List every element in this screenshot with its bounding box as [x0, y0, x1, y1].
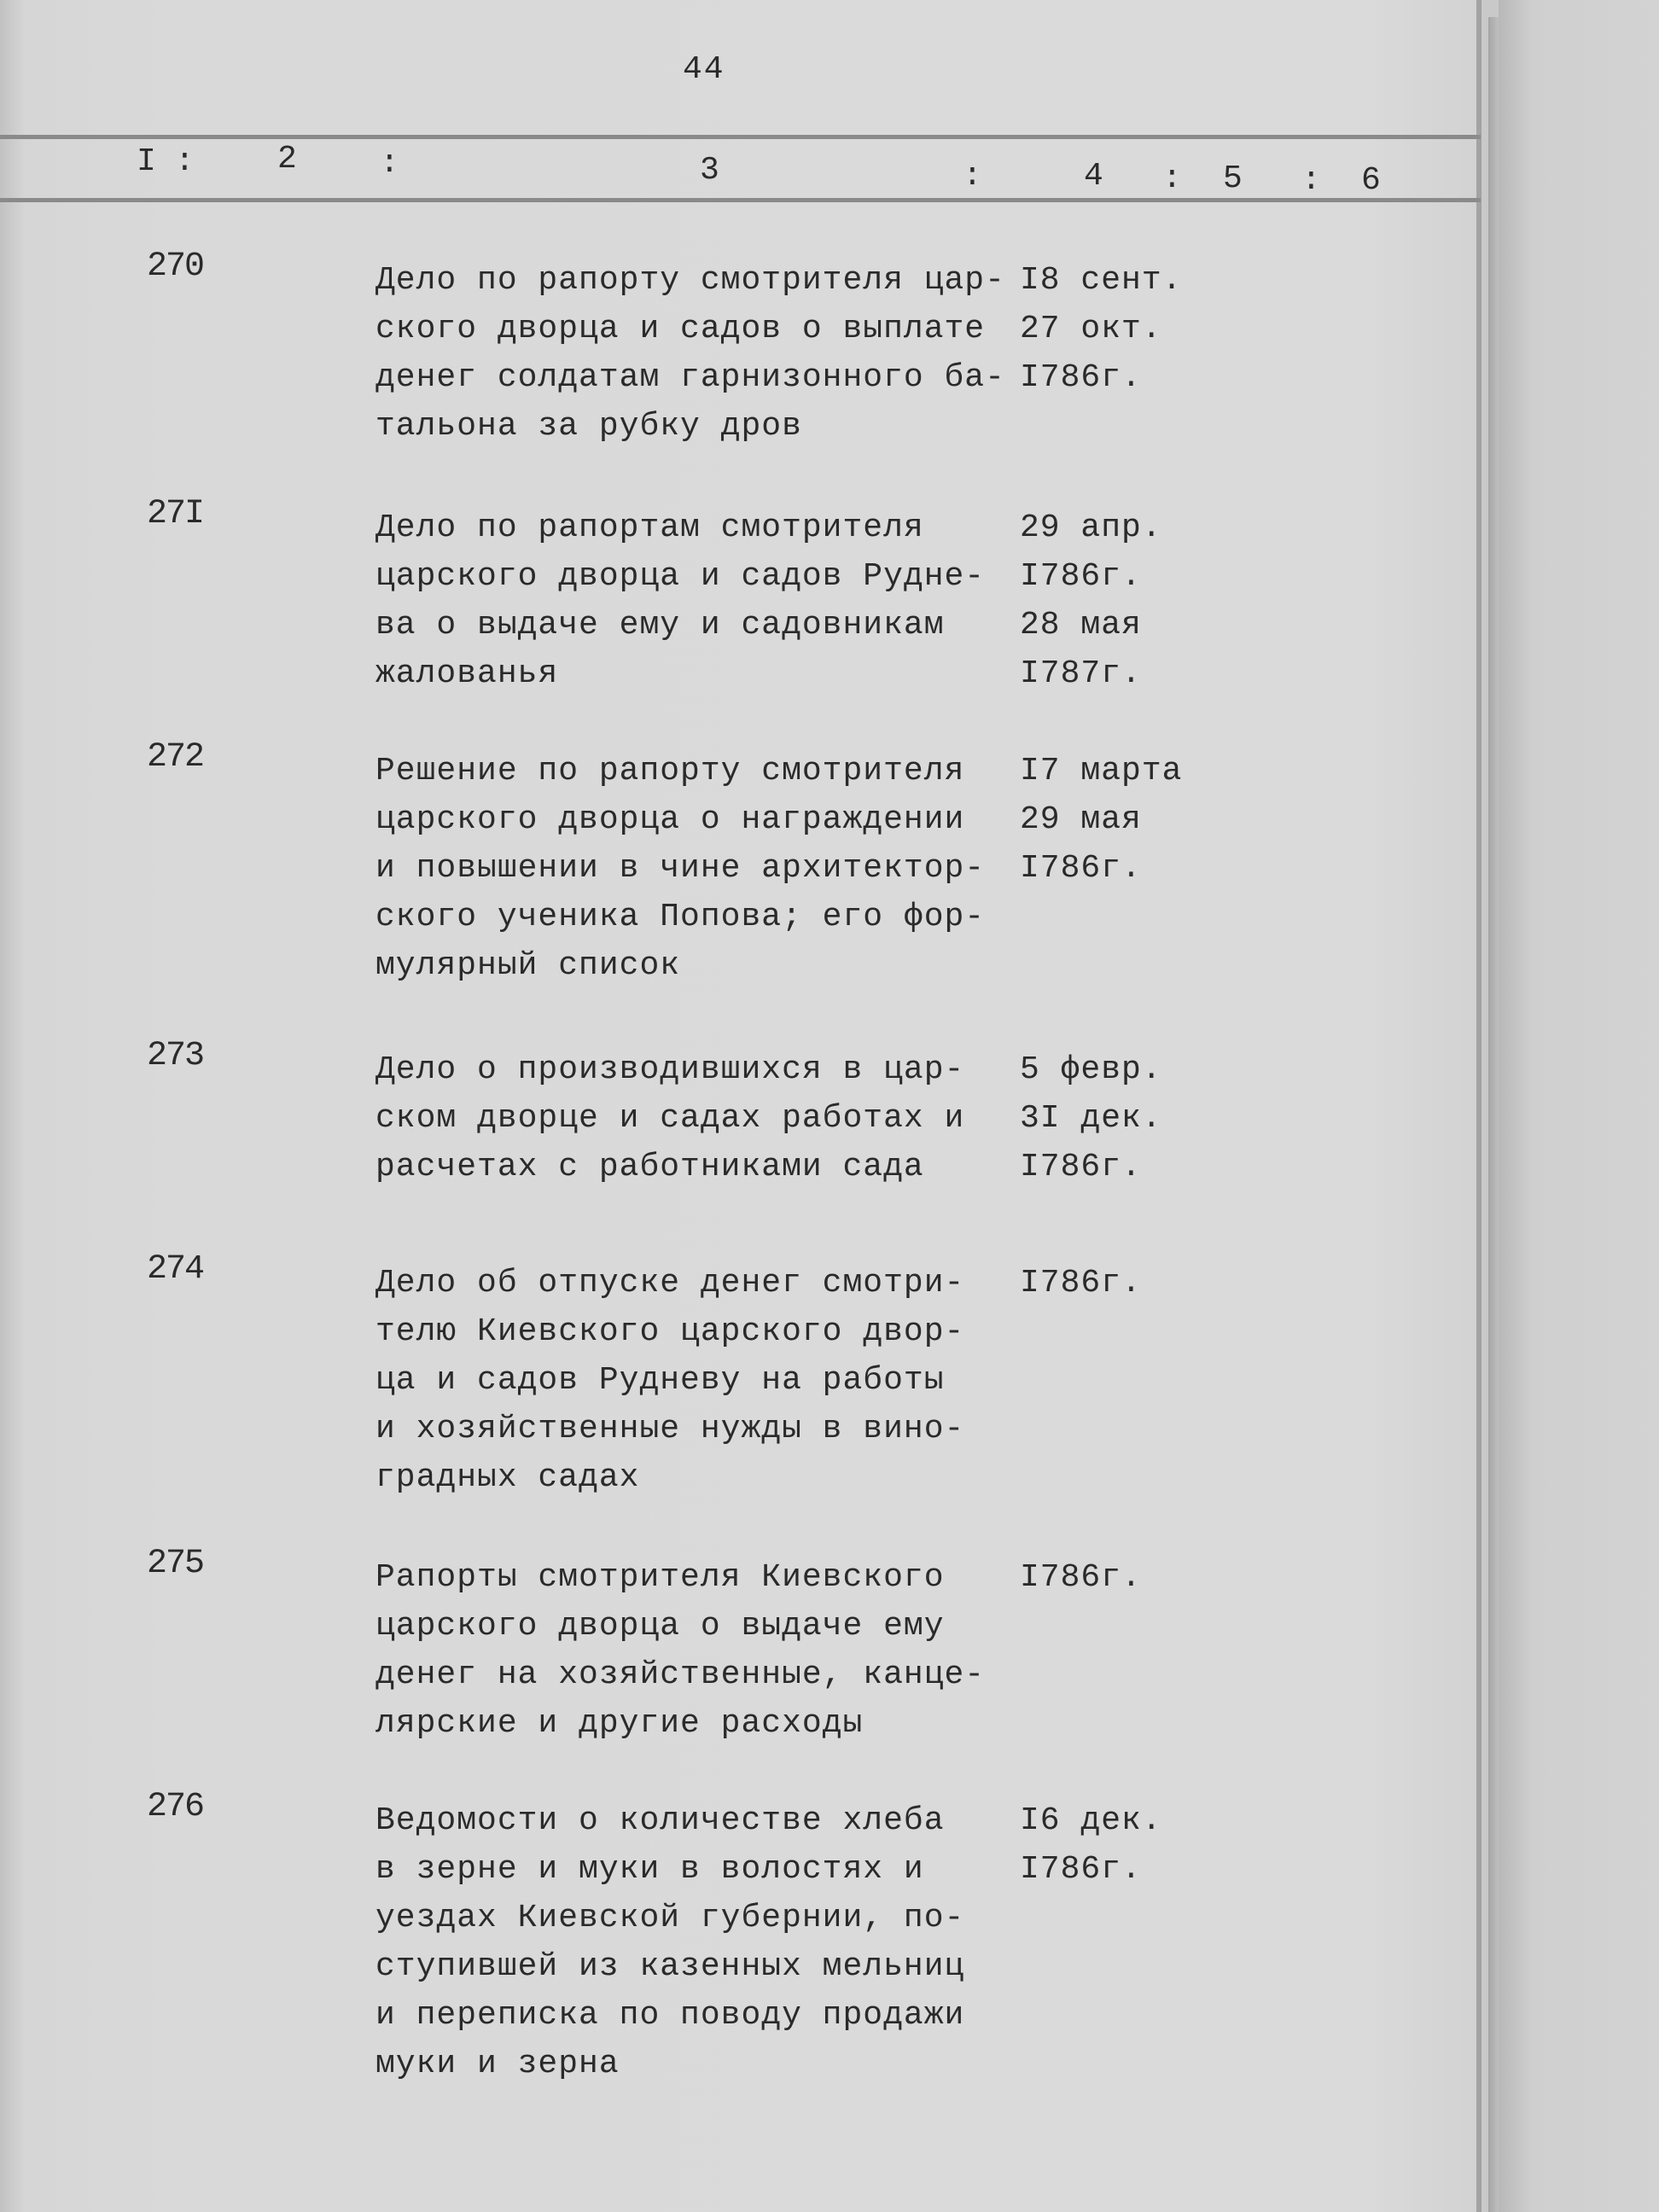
date-line: I787г.	[1020, 655, 1142, 692]
column-header-5: 5	[1223, 160, 1243, 197]
date-line: I786г.	[1020, 359, 1142, 396]
description-line: мулярный список	[375, 947, 681, 984]
entry-description	[375, 1259, 964, 1502]
description-line: жалованья	[375, 655, 559, 692]
entry-number: 274	[147, 1250, 204, 1289]
description-line: царского дворца и садов Рудне-	[375, 558, 986, 595]
date-line: I8 сент.	[1020, 262, 1183, 299]
description-line: лярские и другие расходы	[375, 1705, 864, 1742]
page-edge-shadow	[1488, 17, 1499, 2212]
description-line: царского дворца о награждении	[375, 801, 965, 838]
column-header-1: I	[137, 143, 156, 180]
date-line: 3I дек.	[1020, 1100, 1162, 1137]
description-line: и повышении в чине архитектор-	[375, 850, 986, 887]
entry-number: 276	[147, 1788, 204, 1826]
next-page-background	[1499, 0, 1659, 2212]
column-separator: :	[175, 143, 195, 180]
description-line: ского ученика Попова; его фор-	[375, 899, 986, 935]
date-line: 29 апр.	[1020, 509, 1162, 546]
column-header-6: 6	[1361, 162, 1381, 199]
description-line: денег солдатам гарнизонного ба-	[375, 359, 1005, 396]
column-separator: :	[1162, 160, 1182, 197]
entry-dates	[1020, 1045, 1162, 1191]
column-header-4: 4	[1084, 158, 1103, 195]
description-line: уездах Киевской губернии, по-	[375, 1900, 965, 1936]
date-line: 29 мая	[1020, 801, 1142, 838]
entry-description	[375, 256, 1005, 451]
description-line: ском дворце и садах работах и	[375, 1100, 965, 1137]
entry-dates	[1020, 256, 1182, 402]
description-line: Решение по рапорту смотрителя	[375, 753, 965, 789]
entry-dates	[1020, 1796, 1162, 1894]
description-line: ва о выдаче ему и садовникам	[375, 607, 945, 643]
description-line: ца и садов Рудневу на работы	[375, 1362, 945, 1399]
page-number: 44	[683, 51, 725, 88]
date-line: I786г.	[1020, 850, 1142, 887]
date-line: I786г.	[1020, 1149, 1142, 1185]
date-line: I786г.	[1020, 1559, 1142, 1596]
entry-number: 27I	[147, 495, 204, 533]
entry-dates	[1020, 1259, 1142, 1307]
date-line: I786г.	[1020, 558, 1142, 595]
column-header-2: 2	[277, 141, 297, 178]
column-header-3: 3	[700, 152, 719, 189]
entry-description	[375, 1553, 985, 1748]
description-line: телю Киевского царского двор-	[375, 1313, 965, 1350]
entry-dates	[1020, 1553, 1142, 1602]
column-separator: :	[1301, 162, 1321, 199]
description-line: Дело по рапорту смотрителя цар-	[375, 262, 1005, 299]
entry-description	[375, 504, 985, 698]
header-rule-bottom	[0, 198, 1481, 202]
description-line: царского дворца о выдаче ему	[375, 1608, 945, 1644]
description-line: тальона за рубку дров	[375, 408, 802, 445]
description-line: и переписка по поводу продажи	[375, 1997, 965, 2034]
entry-number: 275	[147, 1545, 204, 1583]
entry-description	[375, 1796, 964, 2088]
date-line: I786г.	[1020, 1265, 1142, 1301]
description-line: денег на хозяйственные, канце-	[375, 1656, 986, 1693]
description-line: Дело об отпуске денег смотри-	[375, 1265, 965, 1301]
column-separator: :	[380, 145, 399, 182]
description-line: муки и зерна	[375, 2046, 620, 2082]
entry-number: 272	[147, 738, 204, 777]
description-line: градных садах	[375, 1459, 640, 1496]
column-separator: :	[963, 158, 982, 195]
description-line: Дело по рапортам смотрителя	[375, 509, 924, 546]
description-line: Ведомости о количестве хлеба	[375, 1802, 945, 1839]
date-line: I7 марта	[1020, 753, 1183, 789]
date-line: 28 мая	[1020, 607, 1142, 643]
entry-description	[375, 747, 985, 990]
header-rule-top	[0, 135, 1481, 139]
entry-description	[375, 1045, 964, 1191]
entry-dates	[1020, 504, 1162, 698]
entry-number: 270	[147, 247, 204, 286]
description-line: в зерне и муки в волостях и	[375, 1851, 924, 1888]
date-line: I786г.	[1020, 1851, 1142, 1888]
description-line: расчетах с работниками сада	[375, 1149, 924, 1185]
date-line: 27 окт.	[1020, 311, 1162, 347]
description-line: Рапорты смотрителя Киевского	[375, 1559, 945, 1596]
description-line: ступившей из казенных мельниц	[375, 1948, 965, 1985]
date-line: 5 февр.	[1020, 1051, 1162, 1088]
date-line: I6 дек.	[1020, 1802, 1162, 1839]
page-edge	[1476, 0, 1481, 2212]
entry-dates	[1020, 747, 1182, 893]
description-line: и хозяйственные нужды в вино-	[375, 1411, 965, 1447]
entry-number: 273	[147, 1037, 204, 1075]
description-line: Дело о производившихся в цар-	[375, 1051, 965, 1088]
description-line: ского дворца и садов о выплате	[375, 311, 986, 347]
